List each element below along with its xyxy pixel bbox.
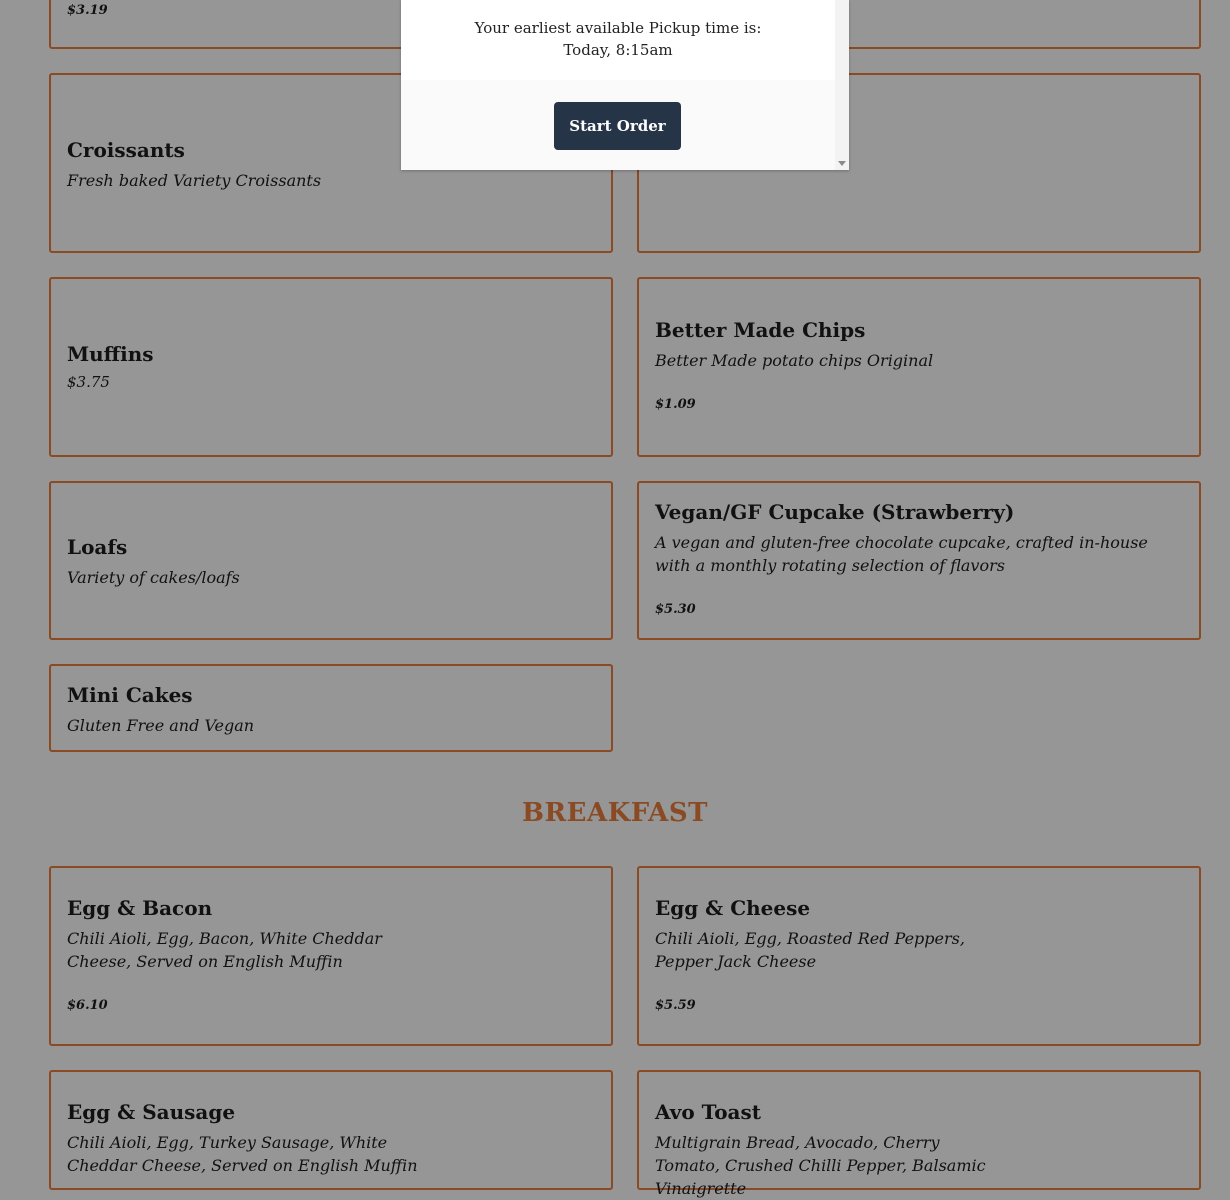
item-price: $6.10	[67, 998, 108, 1013]
item-description: Gluten Free and Vegan	[67, 716, 255, 735]
item-name: Muffins	[67, 342, 154, 366]
start-order-button[interactable]: Start Order	[554, 102, 681, 150]
menu-item-vegan-gf-cupcake[interactable]	[637, 481, 1201, 640]
item-description: Chili Aioli, Egg, Bacon, White Cheddar Cheese, Served on English Muffin	[67, 929, 382, 971]
menu-item-muffins[interactable]	[49, 277, 613, 457]
item-name: Egg & Sausage	[67, 1100, 236, 1124]
pickup-time-label: Your earliest available Pickup time is:	[474, 19, 762, 37]
menu-item-better-made-chips[interactable]	[637, 277, 1201, 457]
item-price: $3.19	[67, 3, 108, 18]
item-price: $5.30	[655, 602, 696, 617]
menu-item-egg-bacon[interactable]	[49, 866, 613, 1046]
item-price: $3.75	[67, 373, 110, 391]
item-description: Better Made potato chips Original	[655, 351, 934, 370]
item-name: Loafs	[67, 535, 128, 559]
item-description: Chili Aioli, Egg, Roasted Red Peppers, Pepper Jack Cheese	[655, 929, 965, 971]
item-price: $1.09	[655, 397, 696, 412]
item-description: Fresh baked Variety Croissants	[67, 171, 322, 190]
item-description: Multigrain Bread, Avocado, Cherry Tomato, Crushed Chilli Pepper, Balsamic Vinaigrette	[655, 1133, 986, 1198]
menu-item-avo-toast[interactable]	[637, 1070, 1201, 1198]
item-name: Vegan/GF Cupcake (Strawberry)	[655, 500, 1015, 524]
menu-item-loafs[interactable]	[49, 481, 613, 640]
item-description: Variety of cakes/loafs	[67, 568, 240, 587]
item-name: Better Made Chips	[655, 318, 866, 342]
item-name: Croissants	[67, 138, 185, 162]
section-title-breakfast: BREAKFAST	[522, 798, 708, 828]
pickup-time-modal	[401, 0, 849, 170]
item-name: Mini Cakes	[67, 683, 193, 707]
item-price: $5.59	[655, 998, 696, 1013]
modal-scrollbar[interactable]	[835, 0, 849, 170]
pickup-time-message	[401, 0, 835, 80]
item-name: Avo Toast	[655, 1100, 762, 1124]
menu-item-egg-sausage[interactable]	[49, 1070, 613, 1190]
scroll-down-arrow-icon[interactable]	[838, 161, 846, 166]
item-description: Chili Aioli, Egg, Turkey Sausage, White Cheddar Cheese, Served on English Muffin	[67, 1133, 418, 1175]
item-description: A vegan and gluten-free chocolate cupcake, crafted in-house with a monthly rotating selection of flavors	[655, 533, 1148, 575]
menu-item-egg-cheese[interactable]	[637, 866, 1201, 1046]
menu-item-mini-cakes[interactable]	[49, 664, 613, 752]
pickup-time-value: Today, 8:15am	[563, 41, 673, 59]
item-name: Egg & Bacon	[67, 896, 213, 920]
item-name: Egg & Cheese	[655, 896, 811, 920]
